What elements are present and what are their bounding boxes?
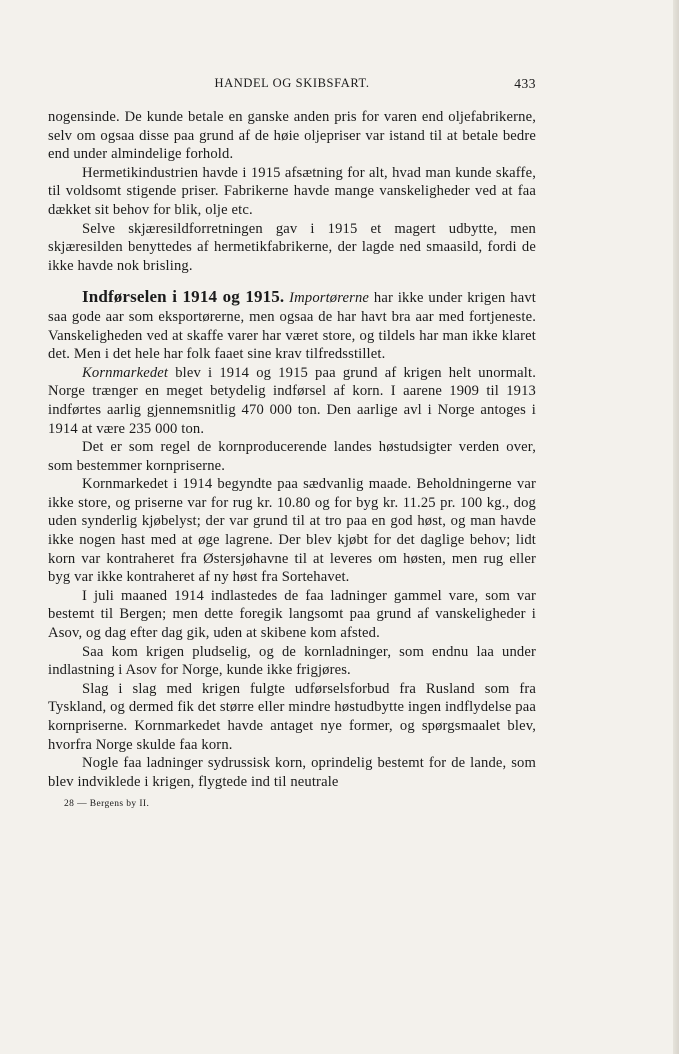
paragraph: [48, 288, 536, 363]
paragraph: Nogle faa ladninger sydrussisk korn, oprindelig bestemt for de lande, som blev indviklede i krigen, flygtede ind til neutrale: [48, 755, 536, 790]
section-heading: Indførselen i 1914 og 1915.: [82, 287, 285, 307]
page-number: 433: [514, 76, 536, 91]
scan-edge: [673, 0, 679, 1054]
paragraph: I juli maaned 1914 indlastedes de faa ladninger gammel vare, som var bestemt til Bergen; men dette foregik langsomt paa grund af vanskeligheder i Asov, og dag efter dag gik, uden at skibene kom afsted.: [48, 587, 536, 642]
italic-term: Importørerne: [289, 290, 370, 307]
paragraph: Kornmarkedet i 1914 begyndte paa sædvanlig maade. Beholdningerne var ikke store, og priserne var for rug kr. 10.80 og for byg kr. 11.25 pr. 100 kg., dog uden synderlig kjøbelyst; der var grund til at tro paa en god høst, og man havde ikke nogen hast med at øge lagrene. Der blev kjøbt for det daglige behov; lidt korn var kontraheret fra Østersjøhavne til at leveres om høsten, men rug eller byg var ikke kontraheret af ny høst fra Sortehavet.: [48, 476, 536, 586]
paragraph-text: har ikke under krigen havt saa gode aar som eksportørerne, men ogsaa de har havt bra aar med fortjeneste. Vanskeligheden ved at skaffe varer har været store, og tildels har man ikke klaret det. Men i det hele har folk faaet sine krav tilfredsstillet.: [48, 290, 536, 363]
paragraph-text: blev i 1914 og 1915 paa grund af krigen helt unormalt. Norge trænger en meget betydelig indførsel af korn. I aarene 1909 til 1913 indførtes aarlig gjennemsnitlig 470 000 ton. Den aarlige avl i Norge antoges i 1914 at være 235 000 ton.: [48, 364, 536, 437]
paragraph: [48, 364, 536, 438]
running-header: [48, 76, 536, 96]
paragraph: Hermetikindustrien havde i 1915 afsætning for alt, hvad man kunde skaffe, til voldsomt stigende priser. Fabrikerne havde mange vanskeligheder ved at faa dækket sit behov for blik, olje etc.: [48, 164, 536, 218]
signature-mark: 28 — Bergens by II.: [64, 799, 150, 810]
paragraph: Det er som regel de kornproducerende landes høstudsigter verden over, som bestemmer kornpriserne.: [48, 439, 536, 474]
paragraph: Saa kom krigen pludselig, og de kornladninger, som endnu laa under indlastning i Asov for Norge, kunde ikke frigjøres.: [48, 643, 536, 679]
header-title: HANDEL OG SKIBSFART.: [214, 76, 370, 90]
paragraph: Selve skjæresildforretningen gav i 1915 et magert udbytte, men skjæresilden benyttedes af hermetikfabrikerne, der lagde ned smaasild, fordi de ikke havde nok brisling.: [48, 220, 536, 274]
paragraph: nogensinde. De kunde betale en ganske anden pris for varen end oljefabrikerne, selv om ogsaa disse paa grund af de høie oljepriser var istand til at betale bedre end under almindelige forhold.: [48, 109, 536, 163]
document-page: [48, 76, 536, 809]
body-text: [48, 108, 536, 791]
italic-term: Kornmarkedet: [82, 364, 169, 381]
paragraph: Slag i slag med krigen fulgte udførselsforbud fra Rusland som fra Tyskland, og dermed fik det større eller mindre høstudbytte ingen indflydelse paa kornpriserne. Kornmarkedet havde antaget nye former, og spørgsmaalet blev, hvorfra Norge skulde faa korn.: [48, 680, 536, 753]
